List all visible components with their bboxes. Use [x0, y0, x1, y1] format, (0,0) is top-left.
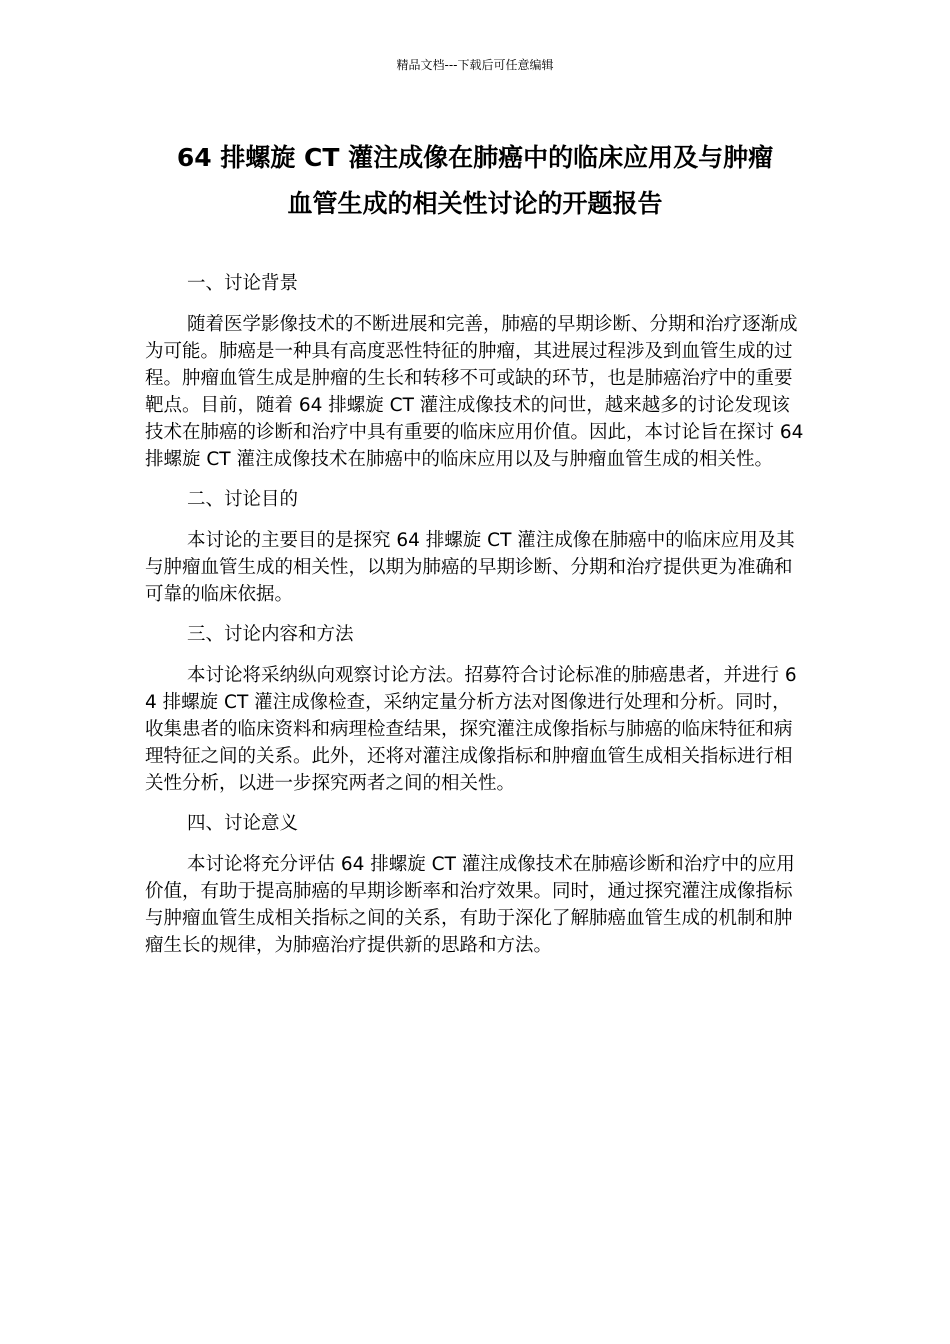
section-significance — [145, 810, 805, 959]
section-heading: 三、讨论内容和方法 — [187, 624, 354, 645]
header-note: 精品文档---下载后可任意编辑 — [396, 58, 554, 72]
section-paragraph: 本讨论将充分评估 64 排螺旋 CT 灌注成像技术在肺癌诊断和治疗中的应用价值，有助于提高肺癌的早期诊断率和治疗效果。同时，通过探究灌注成像指标与肿瘤血管生成相关指标之间的关系，有助于深化了解肺癌血管生成的机制和肿瘤生长的规律，为肺癌治疗提供新的思路和方法。 — [145, 854, 795, 956]
section-content-methods — [145, 621, 805, 797]
section-background — [145, 270, 805, 473]
section-heading: 四、讨论意义 — [187, 813, 299, 834]
title-line-1: 64 排螺旋 CT 灌注成像在肺癌中的临床应用及与肿瘤 — [176, 143, 774, 172]
section-heading: 一、讨论背景 — [187, 273, 299, 294]
section-heading: 二、讨论目的 — [187, 489, 299, 510]
section-paragraph: 本讨论将采纳纵向观察讨论方法。招募符合讨论标准的肺癌患者，并进行 64 排螺旋 CT 灌注成像检查，采纳定量分析方法对图像进行处理和分析。同时，收集患者的临床资料和病理检查结果，探究灌注成像指标与肺癌的临床特征和病理特征之间的关系。此外，还将对灌注成像指标和肿瘤血管生成相关指标进行相关性分析，以进一步探究两者之间的相关性。 — [145, 665, 797, 794]
section-paragraph: 随着医学影像技术的不断进展和完善，肺癌的早期诊断、分期和治疗逐渐成为可能。肺癌是一种具有高度恶性特征的肿瘤，其进展过程涉及到血管生成的过程。肿瘤血管生成是肿瘤的生长和转移不可或缺的环节，也是肺癌治疗中的重要靶点。目前，随着 64 排螺旋 CT 灌注成像技术的问世，越来越多的讨论发现该技术在肺癌的诊断和治疗中具有重要的临床应用价值。因此，本讨论旨在探讨 64 排螺旋 CT 灌注成像技术在肺癌中的临床应用以及与肿瘤血管生成的相关性。 — [145, 314, 804, 470]
section-purpose — [145, 486, 805, 608]
section-paragraph: 本讨论的主要目的是探究 64 排螺旋 CT 灌注成像在肺癌中的临床应用及其与肿瘤血管生成的相关性，以期为肺癌的早期诊断、分期和治疗提供更为准确和可靠的临床依据。 — [145, 530, 795, 605]
document-body — [145, 270, 805, 972]
document-title — [140, 135, 810, 227]
title-line-2: 血管生成的相关性讨论的开题报告 — [287, 189, 663, 218]
